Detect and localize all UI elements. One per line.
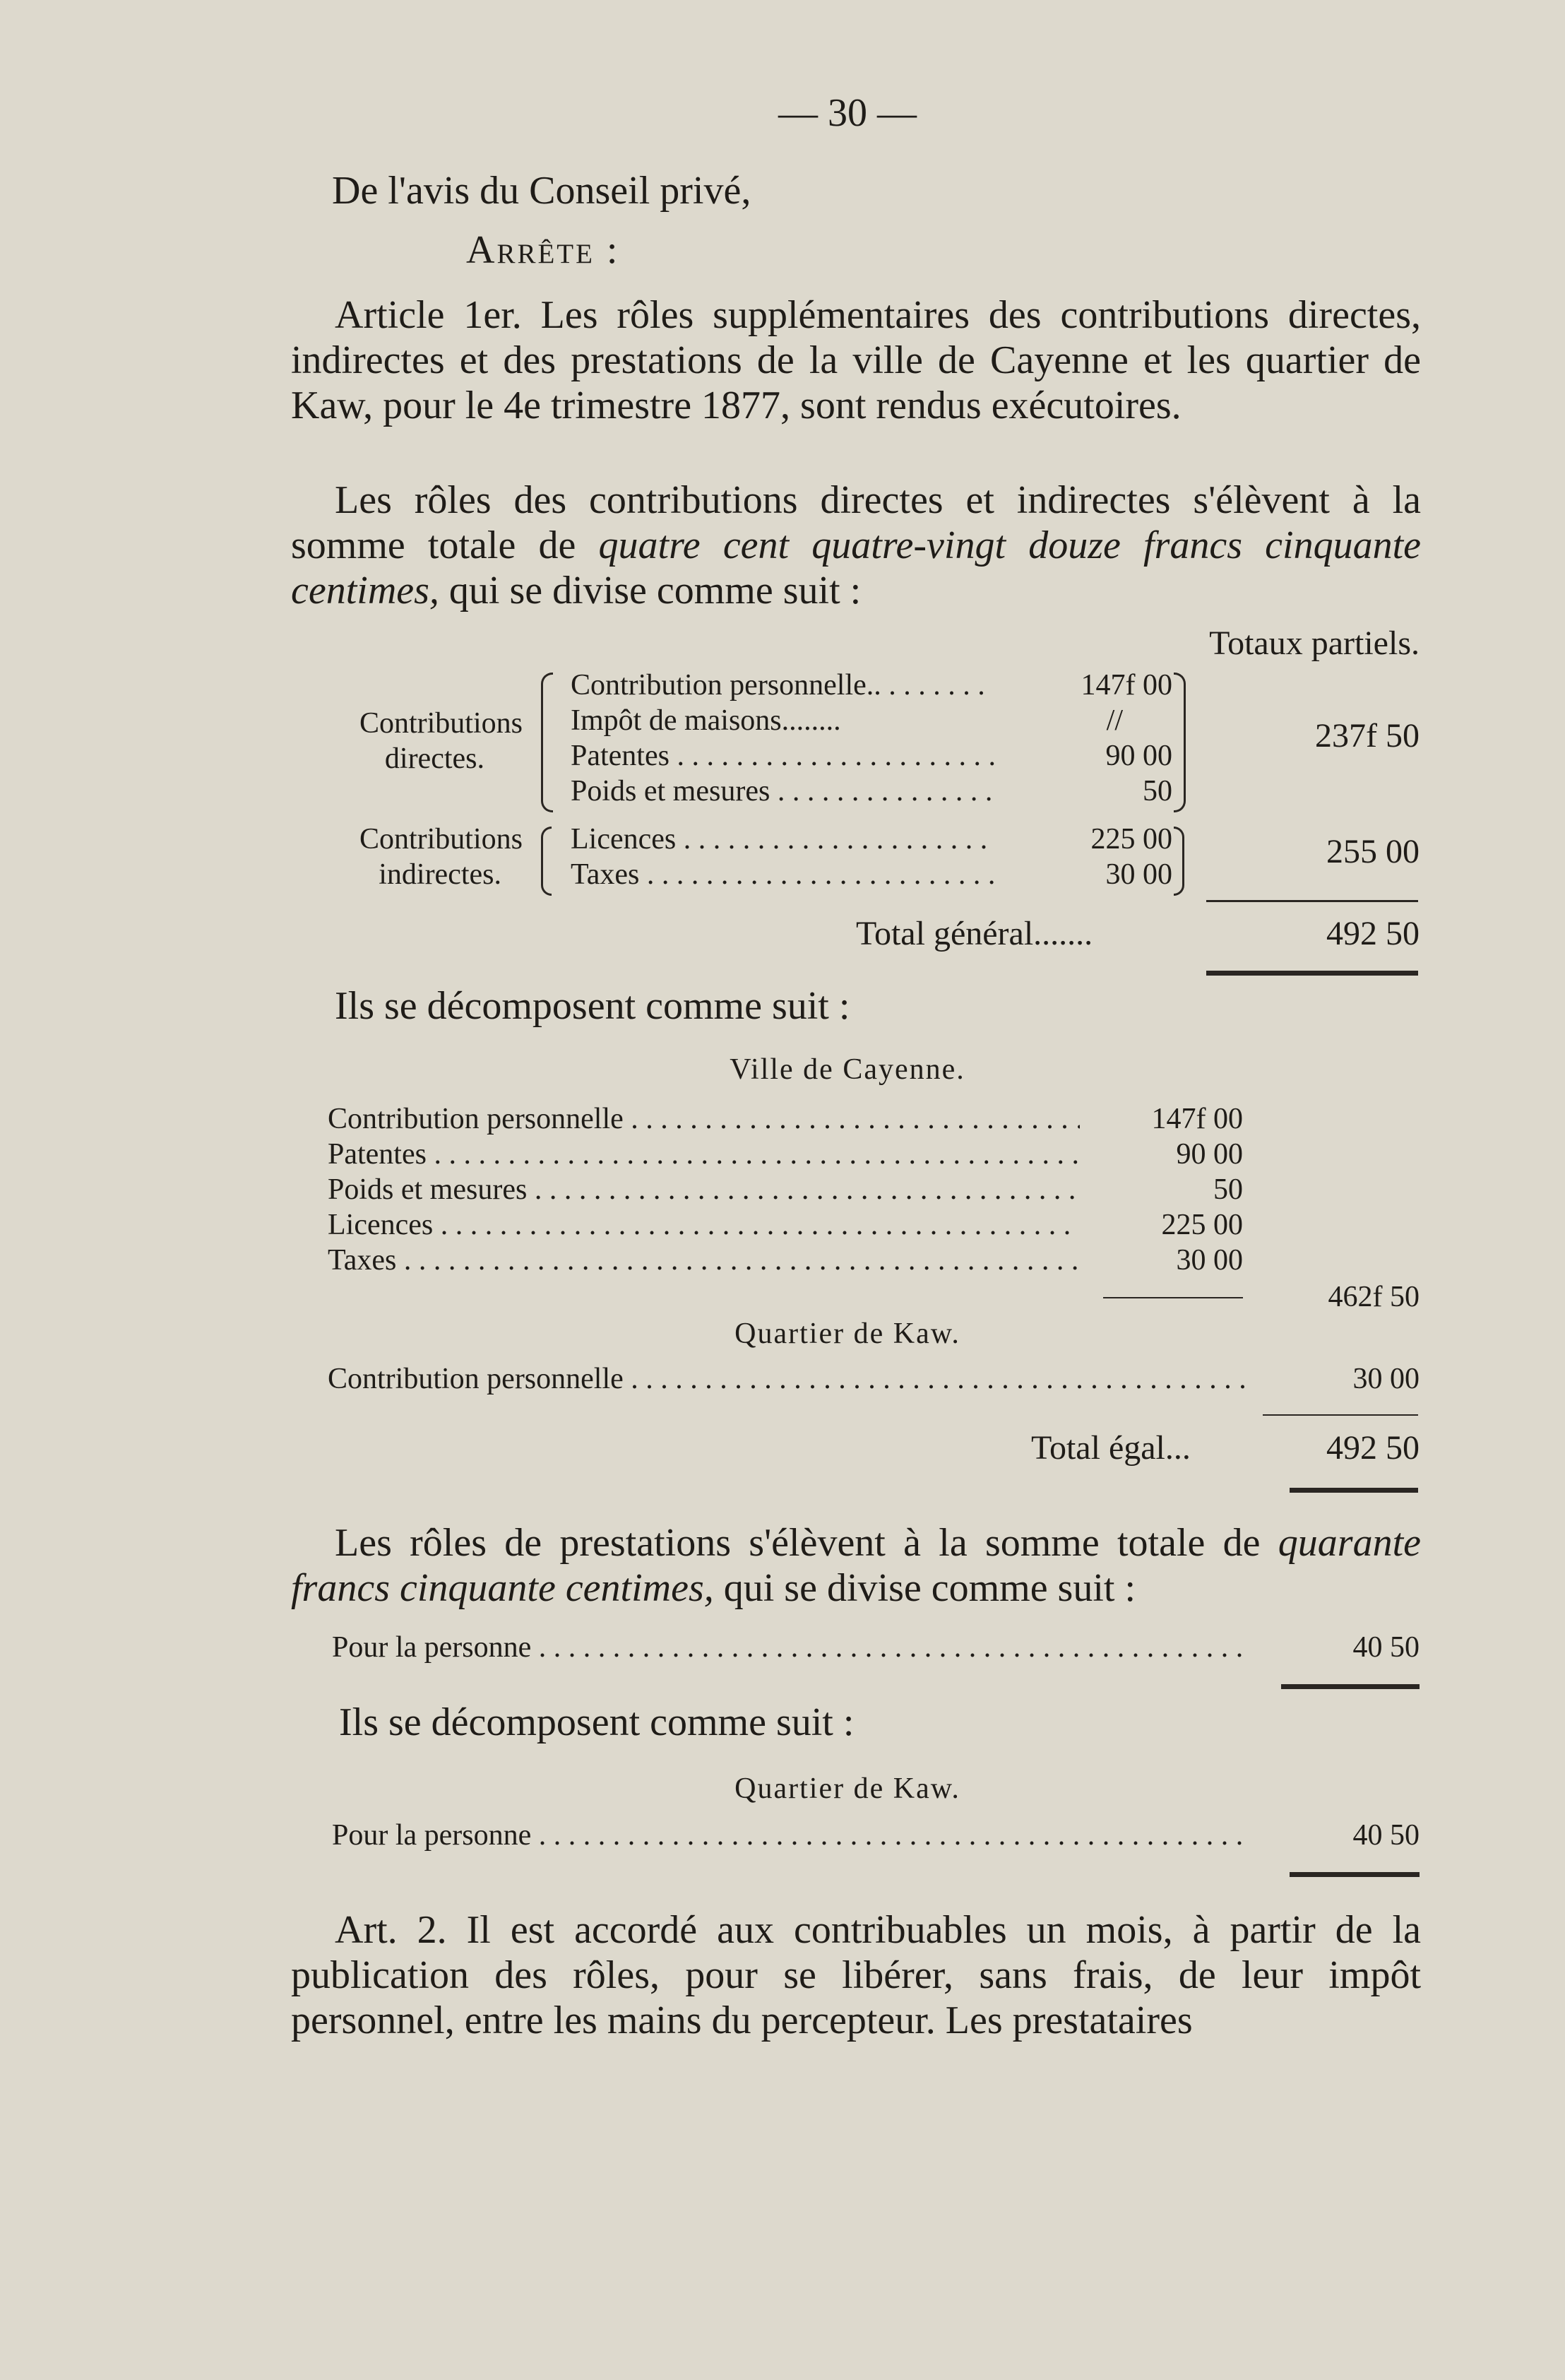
directes-label-1: Contributions bbox=[359, 707, 523, 740]
ville-row-4-value: 225 00 bbox=[1161, 1209, 1243, 1241]
ville-row-1-label: Contribution personnelle . . . bbox=[328, 1102, 1080, 1136]
page-number: — 30 — bbox=[778, 91, 917, 135]
indirectes-left-brace bbox=[541, 827, 552, 896]
kaw-heading-2: Quartier de Kaw. bbox=[734, 1772, 960, 1805]
intro-line: De l'avis du Conseil privé, bbox=[332, 169, 751, 213]
total-egal-label: Total égal... bbox=[1031, 1429, 1191, 1467]
indirectes-right-brace bbox=[1174, 827, 1184, 896]
total-general-label: Total général....... bbox=[856, 915, 1093, 952]
paragraph-3-end: qui se divise comme suit : bbox=[723, 1566, 1136, 1610]
directes-row-3-value: 90 00 bbox=[1105, 740, 1172, 772]
ville-row-2-value: 90 00 bbox=[1176, 1138, 1243, 1171]
personne-rule bbox=[1281, 1684, 1420, 1689]
directes-row-2-label: Impôt de maisons........ bbox=[571, 704, 841, 737]
kaw-row-value: 30 00 bbox=[1352, 1363, 1420, 1395]
indirectes-row-1-value: 225 00 bbox=[1090, 823, 1172, 856]
ville-heading: Ville de Cayenne. bbox=[730, 1053, 965, 1086]
ville-row-5-value: 30 00 bbox=[1176, 1244, 1243, 1277]
personne-label: Pour la personne . . . bbox=[332, 1630, 1250, 1664]
indirectes-row-1-label: Licences . . . bbox=[571, 822, 994, 856]
directes-row-2-value: // bbox=[1106, 704, 1123, 737]
decompose-heading-2: Ils se décomposent comme suit : bbox=[339, 1700, 855, 1744]
decompose-heading-1: Ils se décomposent comme suit : bbox=[335, 984, 850, 1028]
ville-row-4-label: Licences . . . bbox=[328, 1208, 1080, 1242]
directes-total: 237f 50 bbox=[1315, 717, 1420, 754]
total-general-value: 492 50 bbox=[1326, 915, 1420, 952]
ville-row-1-value: 147f 00 bbox=[1151, 1103, 1243, 1135]
article-2-text: Art. 2. Il est accordé aux contribuables un mois, à partir de la publication des rôles, pour se libérer, sans frais, de leur impôt personnel, entre les mains du percepteur. Les prestataires bbox=[291, 1908, 1421, 2042]
indirectes-row-2-value: 30 00 bbox=[1105, 858, 1172, 891]
directes-row-4-value: 50 bbox=[1143, 775, 1172, 807]
kaw-row-label: Contribution personnelle . . . bbox=[328, 1362, 1246, 1396]
directes-row-4-label: Poids et mesures . . . bbox=[571, 774, 994, 808]
kaw-rule bbox=[1263, 1414, 1418, 1416]
ville-total: 462f 50 bbox=[1328, 1281, 1420, 1313]
personne-value: 40 50 bbox=[1352, 1631, 1420, 1664]
personne2-value: 40 50 bbox=[1352, 1819, 1420, 1852]
paragraph-3-start: Les rôles de prestations s'élèvent à la somme totale de bbox=[335, 1521, 1261, 1565]
total-general-rule bbox=[1206, 971, 1418, 976]
paragraph-2-start: Les rôles des contributions directes et indirectes s'élèvent à la somme totale de bbox=[291, 478, 1421, 567]
kaw-heading: Quartier de Kaw. bbox=[734, 1318, 960, 1350]
total-egal-value: 492 50 bbox=[1326, 1429, 1420, 1467]
paragraph-2-amount: quatre cent quatre-vingt douze francs cinquante centimes, bbox=[291, 523, 1422, 612]
article-1-text: Article 1er. Les rôles supplémentaires des contributions directes, indirectes et des prestations de la ville de Cayenne et les quartier de Kaw, pour le 4e trimestre 1877, sont rendus exécutoires. bbox=[291, 293, 1421, 427]
directes-row-3-label: Patentes . . . bbox=[571, 739, 994, 773]
indirectes-row-2-label: Taxes . . . bbox=[571, 858, 994, 892]
directes-label-2: directes. bbox=[384, 742, 484, 775]
paragraph-2 bbox=[291, 478, 1421, 613]
ville-row-2-label: Patentes . . . bbox=[328, 1137, 1080, 1171]
paragraph-3 bbox=[291, 1520, 1421, 1611]
ville-row-5-label: Taxes . . . bbox=[328, 1243, 1080, 1277]
personne2-label: Pour la personne . . . bbox=[332, 1818, 1250, 1852]
ville-row-3-value: 50 bbox=[1213, 1173, 1243, 1206]
directes-left-brace bbox=[541, 673, 553, 812]
ville-row-3-label: Poids et mesures . . . bbox=[328, 1173, 1080, 1207]
totaux-header: Totaux partiels. bbox=[1209, 624, 1420, 662]
subtotal-rule bbox=[1206, 900, 1418, 902]
directes-row-1-value: 147f 00 bbox=[1081, 669, 1172, 701]
directes-row-1-label: Contribution personnelle.. . . . bbox=[571, 668, 994, 702]
indirectes-label-1: Contributions bbox=[359, 823, 523, 856]
directes-right-brace bbox=[1174, 673, 1186, 812]
personne2-rule bbox=[1290, 1872, 1420, 1877]
paragraph-3-amount: quarante francs cinquante centimes, bbox=[291, 1521, 1422, 1610]
paragraph-2-end: qui se divise comme suit : bbox=[448, 569, 862, 612]
indirectes-total: 255 00 bbox=[1326, 833, 1420, 870]
total-egal-rule bbox=[1290, 1488, 1418, 1493]
arrete-heading: Arrête : bbox=[466, 228, 620, 272]
indirectes-label-2: indirectes. bbox=[379, 858, 501, 891]
